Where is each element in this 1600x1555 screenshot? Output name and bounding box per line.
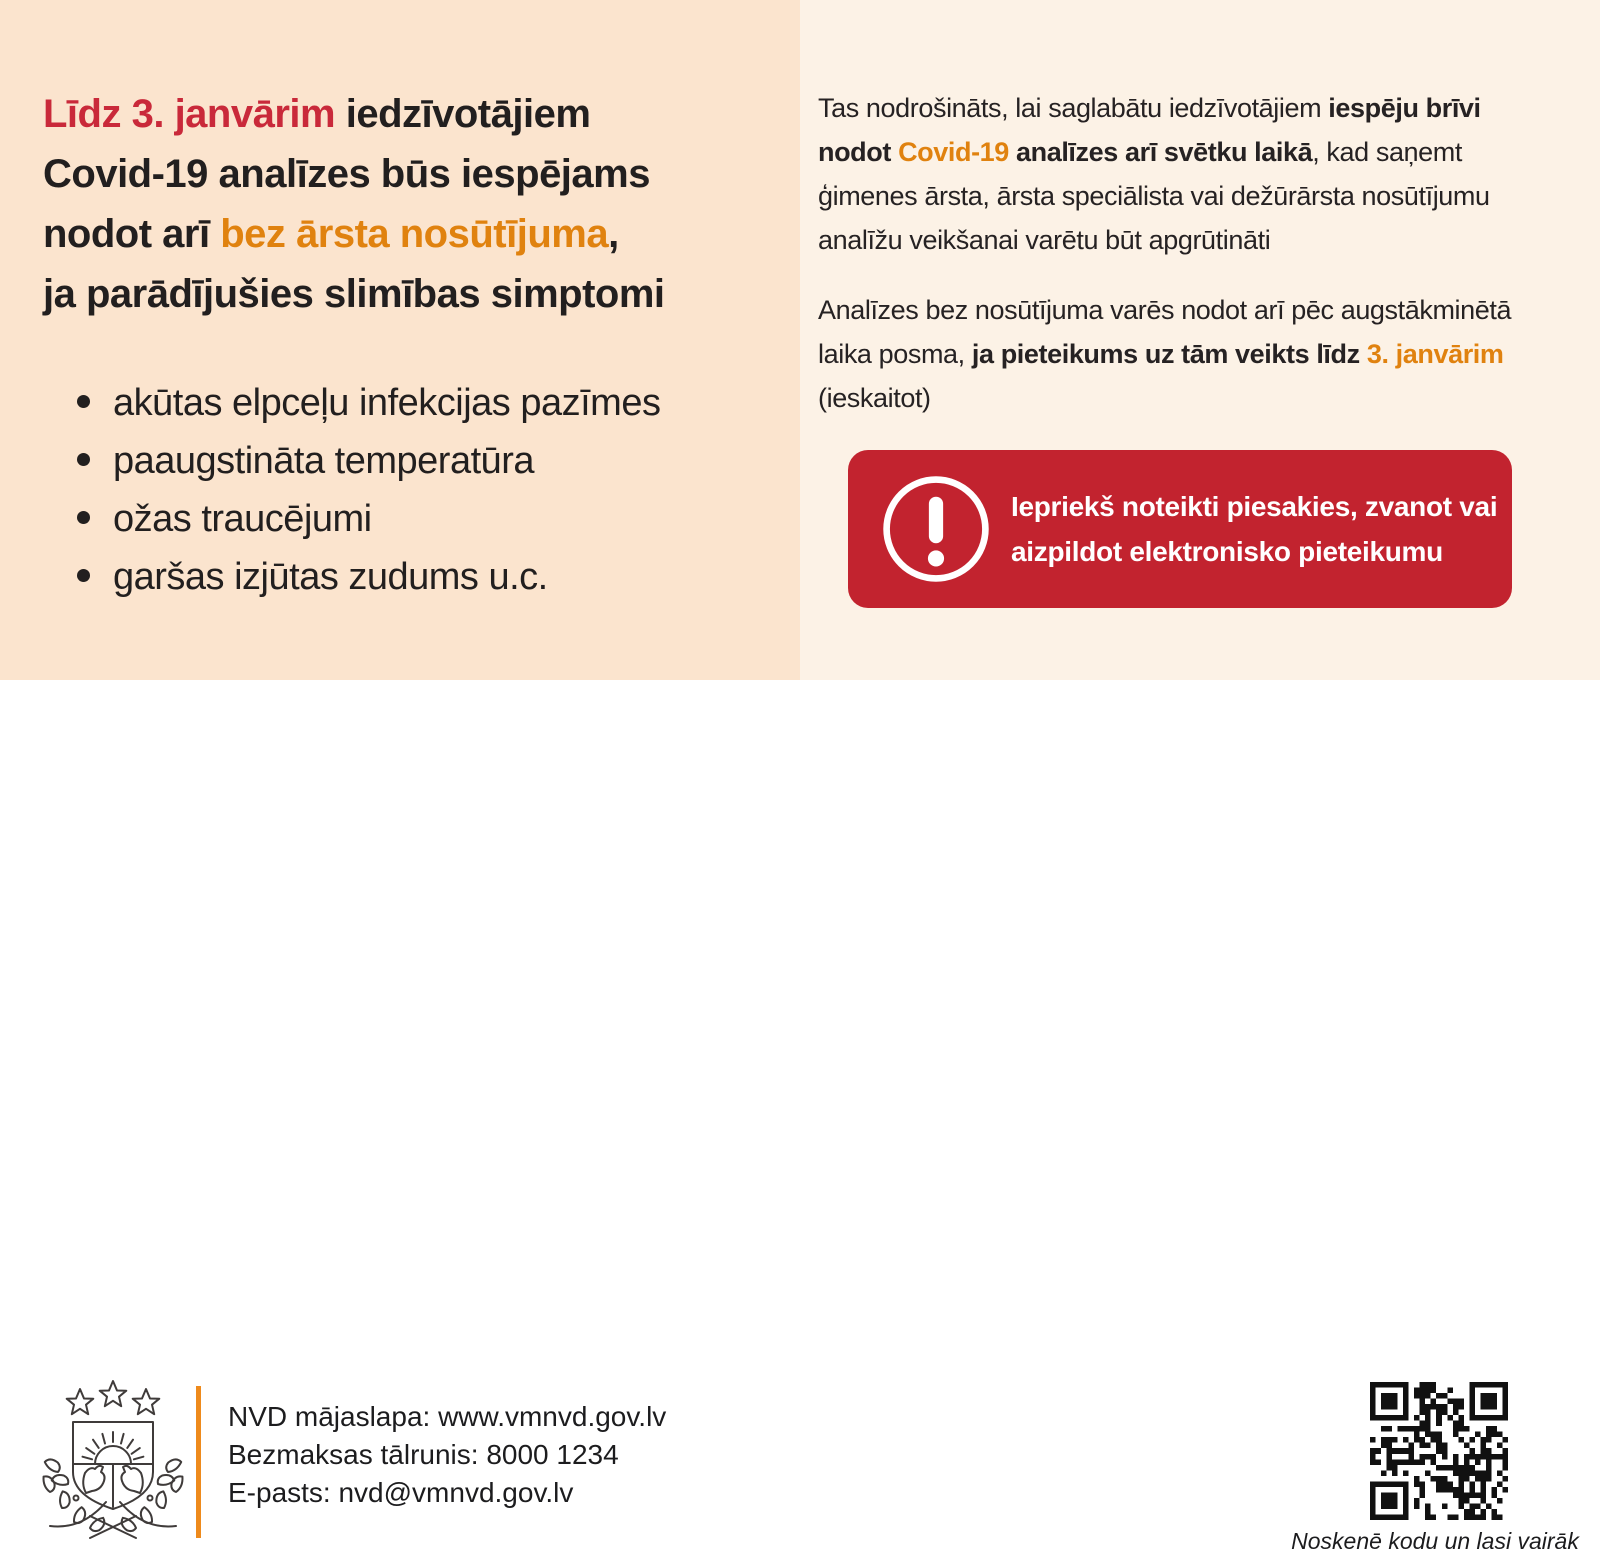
exclamation-circle-icon bbox=[879, 472, 993, 586]
alert-box bbox=[848, 450, 1512, 608]
list-item: akūtas elpceļu infekcijas pazīmes bbox=[75, 374, 660, 432]
headline-orange-highlight: bez ārsta nosūtījuma bbox=[220, 212, 609, 256]
date-highlight: 3. janvārim bbox=[1366, 339, 1504, 369]
page-title bbox=[43, 84, 665, 324]
headline-date-highlight: Līdz 3. janvārim bbox=[43, 92, 336, 136]
list-item: garšas izjūtas zudums u.c. bbox=[75, 548, 660, 606]
alert-text: Iepriekš noteikti piesakies, zvanot vai aizpildot elektronisko pieteikumu bbox=[1011, 491, 1498, 567]
headline-line-2: Covid-19 analīzes būs iespējams bbox=[43, 152, 650, 196]
list-item: ožas traucējumi bbox=[75, 490, 660, 548]
paragraph-2: Analīzes bez nosūtījuma varēs nodot arī pēc augstākminētā laika posma, ja pieteikums uz tām veikts līdz 3. janvārim (ieskaitot) bbox=[818, 295, 1512, 413]
phone-line: Bezmaksas tālrunis: 8000 1234 bbox=[228, 1439, 619, 1470]
headline-line-1: Līdz 3. janvārim iedzīvotājiem bbox=[43, 92, 591, 136]
covid-highlight: Covid-19 bbox=[898, 137, 1009, 167]
info-text bbox=[818, 86, 1553, 420]
orange-divider bbox=[196, 1386, 201, 1538]
website-line: NVD mājaslapa: www.vmnvd.gov.lv bbox=[228, 1401, 667, 1432]
headline-line-3: nodot arī bez ārsta nosūtījuma, bbox=[43, 212, 619, 256]
paragraph-1: Tas nodrošināts, lai saglabātu iedzīvotājiem iespēju brīvi nodot Covid-19 analīzes arī svētku laikā, kad saņemt ģimenes ārsta, ārsta speciālista vai dežūrārsta nosūtījumu analīžu veikšanai varētu būt apgrūtināti bbox=[818, 93, 1490, 255]
qr-code-icon bbox=[1370, 1382, 1508, 1520]
headline-line-4: ja parādījušies slimības simptomi bbox=[43, 272, 665, 316]
contact-info bbox=[228, 1398, 666, 1512]
list-item: paaugstināta temperatūra bbox=[75, 432, 660, 490]
left-panel bbox=[0, 0, 800, 680]
footer bbox=[0, 680, 1600, 1554]
email-line: E-pasts: nvd@vmnvd.gov.lv bbox=[228, 1477, 574, 1508]
symptom-list bbox=[75, 374, 660, 606]
qr-caption: Noskenē kodu un lasi vairāk bbox=[1291, 1528, 1579, 1554]
latvia-coat-of-arms-icon bbox=[28, 1376, 198, 1548]
